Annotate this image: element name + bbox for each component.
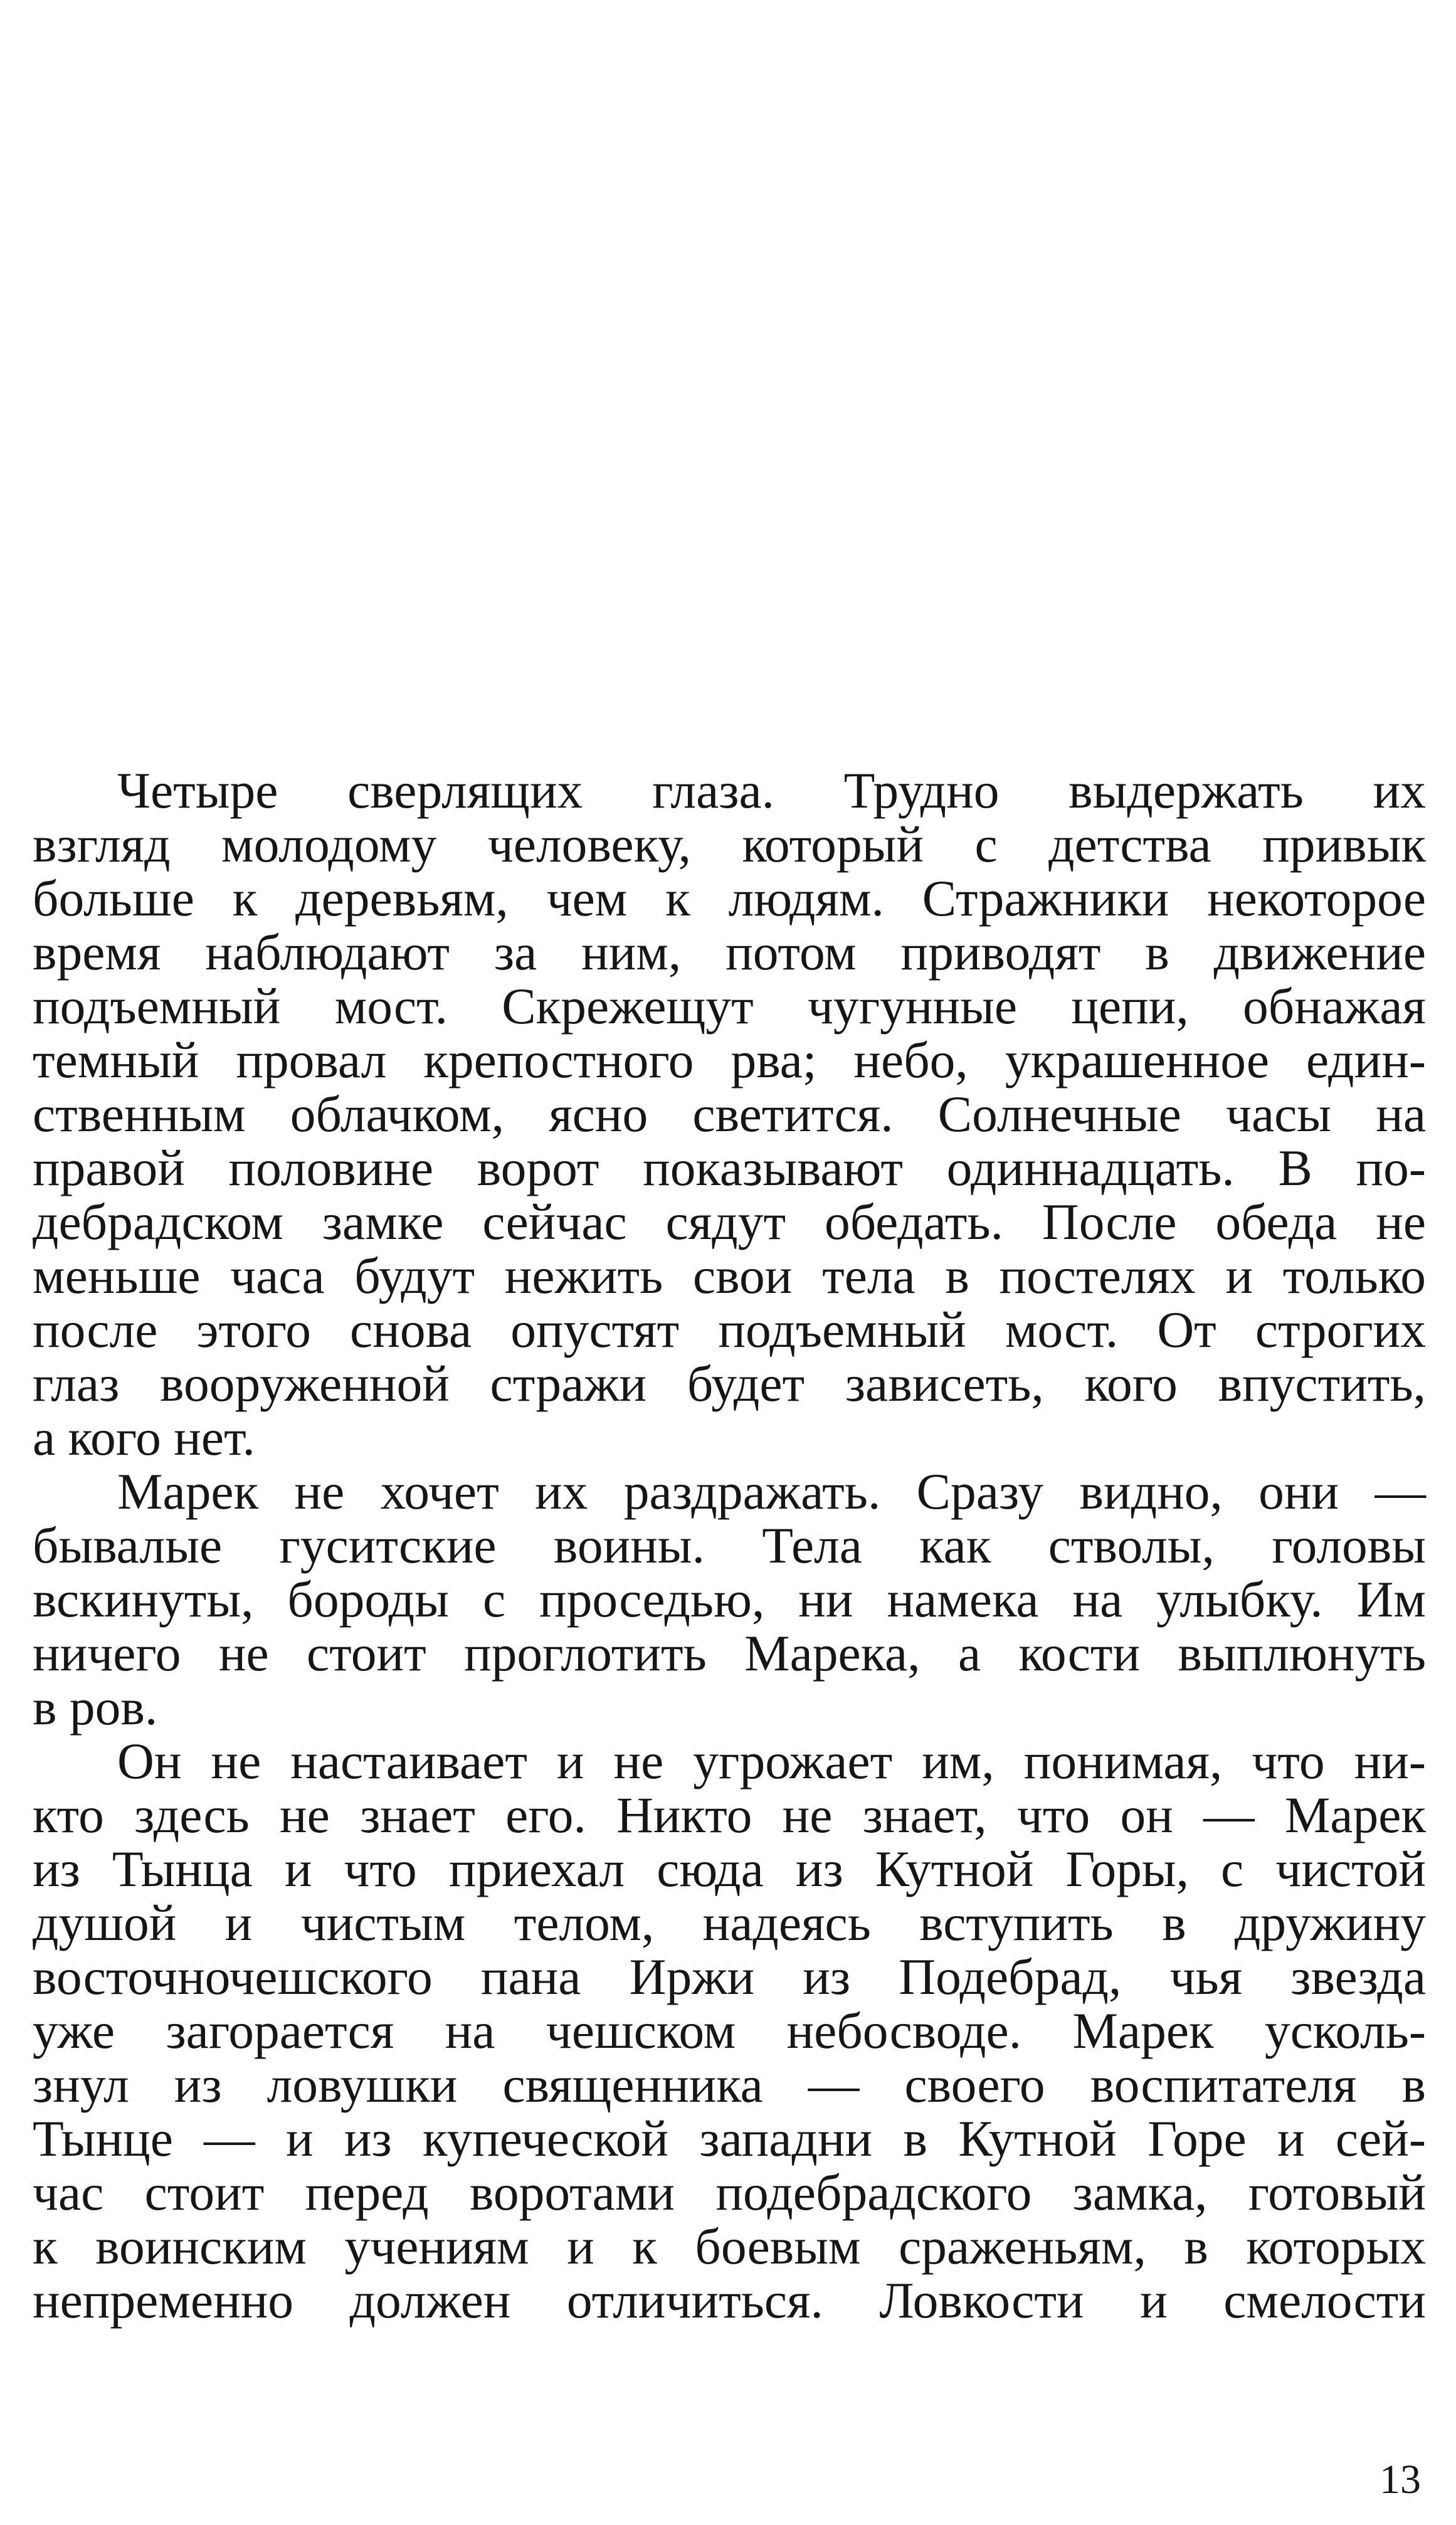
text-line: к воинским учениям и к боевым сраженьям, в которых (33, 2218, 1426, 2275)
text-line: время наблюдают за ним, потом приводят в движение (33, 924, 1426, 981)
text-line: уже загорается на чешском небосводе. Марек усколь- (33, 2002, 1426, 2059)
paragraph-1 (33, 764, 1426, 1465)
text-line: больше к деревьям, чем к людям. Стражники некоторое (33, 870, 1426, 927)
text-line: знул из ловушки священника — своего воспитателя в (33, 2056, 1426, 2113)
text-line: а кого нет. (33, 1409, 255, 1466)
text-line: взгляд молодому человеку, который с детства привык (33, 816, 1426, 873)
text-line: Четыре сверлящих глаза. Трудно выдержать их (117, 762, 1426, 819)
body-text (33, 764, 1426, 2327)
text-line: после этого снова опустят подъемный мост. От строгих (33, 1301, 1426, 1358)
paragraph-3 (33, 1734, 1426, 2327)
text-line: ничего не стоит проглотить Марека, а кости выплюнуть (33, 1625, 1426, 1682)
text-line: кто здесь не знает его. Никто не знает, что он — Марек (33, 1786, 1426, 1843)
text-line: правой половине ворот показывают одиннадцать. В по- (33, 1139, 1426, 1196)
text-line: час стоит перед воротами подебрадского замка, готовый (33, 2164, 1426, 2221)
text-line: подъемный мост. Скрежещут чугунные цепи, обнажая (33, 978, 1426, 1035)
text-line: из Тынца и что приехал сюда из Кутной Горы, с чистой (33, 1840, 1426, 1897)
text-line: темный провал крепостного рва; небо, украшенное един- (33, 1031, 1426, 1089)
text-line: дебрадском замке сейчас сядут обедать. После обеда не (33, 1193, 1426, 1250)
text-line: меньше часа будут нежить свои тела в постелях и только (33, 1247, 1426, 1304)
text-line: Тынце — и из купеческой западни в Кутной Горе и сей- (33, 2110, 1426, 2167)
text-line: ственным облачком, ясно светится. Солнечные часы на (33, 1085, 1426, 1142)
text-line: восточночешского пана Иржи из Подебрад, чья звезда (33, 1948, 1426, 2005)
text-line: глаз вооруженной стражи будет зависеть, кого впустить, (33, 1355, 1426, 1412)
text-line: душой и чистым телом, надеясь вступить в дружину (33, 1894, 1426, 1951)
text-line: вскинуты, бороды с проседью, ни намека на улыбку. Им (33, 1571, 1426, 1628)
text-line: Он не настаивает и не угрожает им, понимая, что ни- (117, 1732, 1426, 1790)
text-line: бывалые гуситские воины. Тела как стволы, головы (33, 1517, 1426, 1574)
text-line: Марек не хочет их раздражать. Сразу видно, они — (117, 1463, 1426, 1520)
text-line: непременно должен отличиться. Ловкости и смелости (33, 2272, 1426, 2329)
text-line: в ров. (33, 1679, 158, 1736)
page-number: 13 (1380, 2457, 1421, 2502)
paragraph-2 (33, 1465, 1426, 1734)
